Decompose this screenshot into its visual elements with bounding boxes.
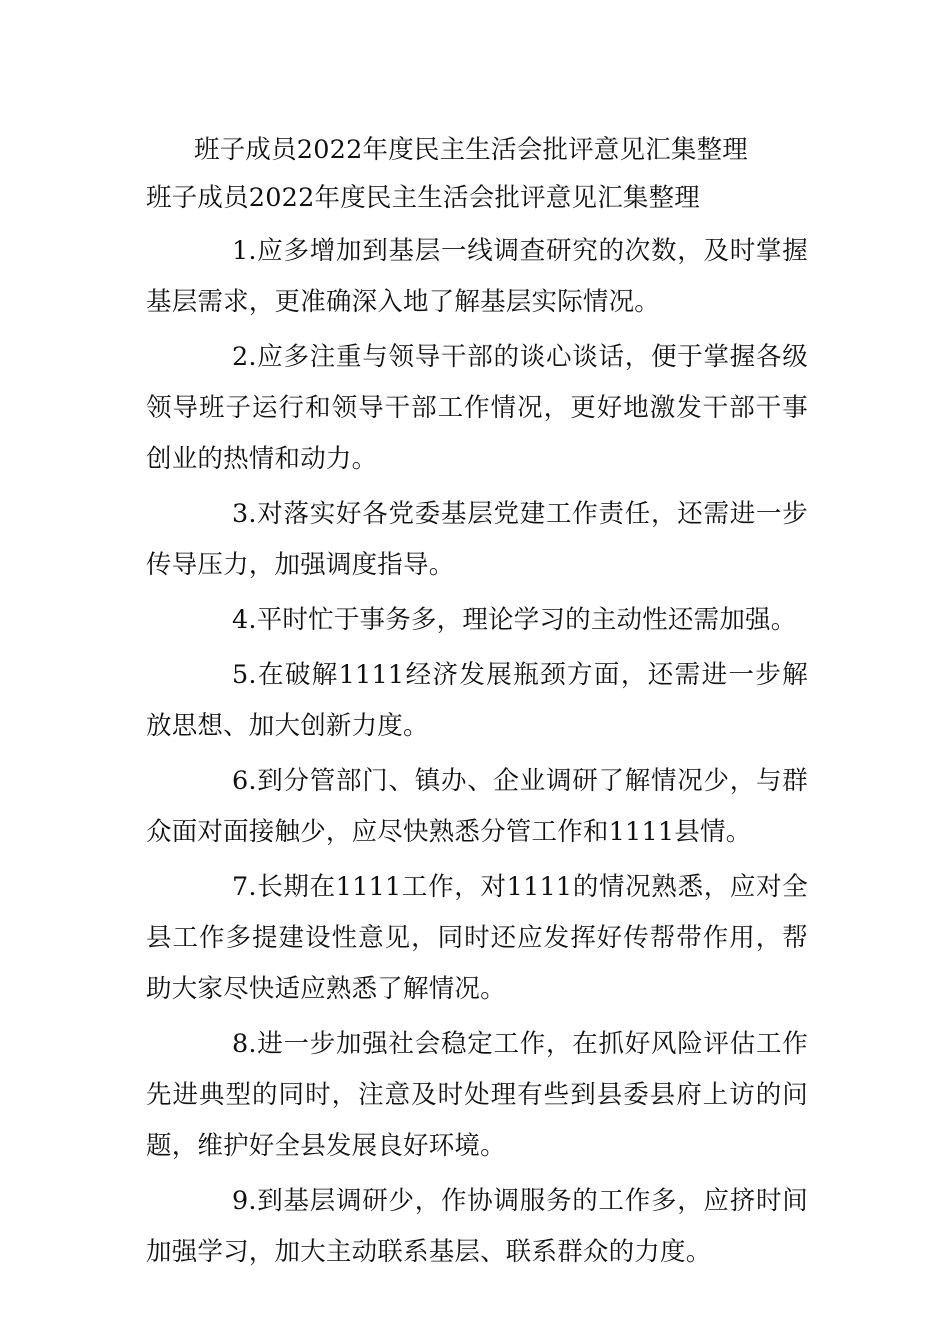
list-item: 7.长期在1111工作，对1111的情况熟悉，应对全县工作多提建设性意见，同时还应发挥好传帮带作用，帮助大家尽快适应熟悉了解情况。 (146, 872, 808, 1004)
list-item: 5.在破解1111经济发展瓶颈方面，还需进一步解放思想、加大创新力度。 (146, 660, 808, 741)
document-title: 班子成员2022年度民主生活会批评意见汇集整理 (194, 135, 748, 165)
list-item: 1.应多增加到基层一线调查研究的次数，及时掌握基层需求，更准确深入地了解基层实际情况。 (146, 236, 808, 317)
document-title-repeat: 班子成员2022年度民主生活会批评意见汇集整理 (146, 183, 700, 213)
list-item: 4.平时忙于事务多，理论学习的主动性还需加强。 (232, 605, 797, 635)
list-item: 8.进一步加强社会稳定工作，在抓好风险评估工作先进典型的同时，注意及时处理有些到县委县府上访的问题，维护好全县发展良好环境。 (146, 1029, 808, 1161)
list-item: 2.应多注重与领导干部的谈心谈话，便于掌握各级领导班子运行和领导干部工作情况，更好地激发干部干事创业的热情和动力。 (146, 342, 808, 474)
list-item: 3.对落实好各党委基层党建工作责任，还需进一步传导压力，加强调度指导。 (146, 499, 808, 580)
list-item: 6.到分管部门、镇办、企业调研了解情况少，与群众面对面接触少，应尽快熟悉分管工作和1111县情。 (146, 766, 808, 847)
list-item: 9.到基层调研少，作协调服务的工作多，应挤时间加强学习，加大主动联系基层、联系群众的力度。 (146, 1186, 808, 1267)
document-body (146, 126, 808, 1278)
